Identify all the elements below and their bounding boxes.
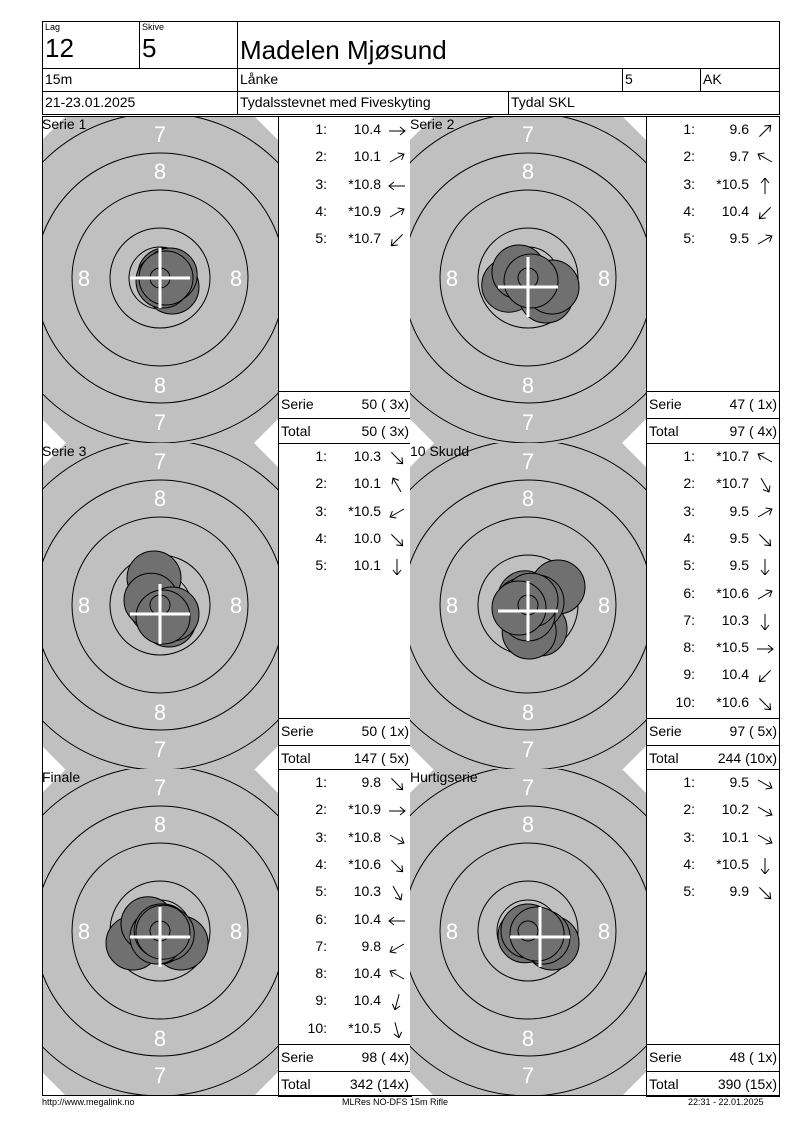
shot-number: 7:	[315, 937, 327, 954]
target-svg	[410, 769, 646, 1096]
sum-value: 47 ( 1x)	[729, 396, 777, 412]
shot-row	[647, 581, 779, 608]
shot-score: 10.1	[353, 148, 381, 165]
ring-label	[522, 443, 534, 444]
shot-list	[646, 116, 780, 444]
ring-label: 7	[521, 1063, 535, 1088]
ring-label: 7	[521, 775, 535, 800]
series-sum-row	[647, 718, 779, 744]
shot-row	[647, 144, 779, 171]
shot-number: 5:	[315, 883, 327, 900]
shot-direction-arrow-icon	[755, 559, 775, 575]
shot-score: 10.4	[721, 202, 749, 219]
shot-number: 1:	[683, 448, 695, 464]
shot-score: 9.6	[729, 121, 749, 137]
shot-score: 10.3	[353, 883, 381, 900]
shot-number: 10:	[307, 1019, 327, 1036]
shot-number: 6:	[683, 584, 695, 601]
class-num-cell	[622, 68, 701, 92]
shot-number: 5:	[315, 557, 327, 574]
shot-number: 6:	[315, 910, 327, 927]
shot-number: 3:	[315, 502, 327, 519]
shot-row	[279, 199, 411, 226]
shot-row	[647, 117, 779, 144]
shot-direction-arrow-icon	[755, 587, 775, 603]
class-code-cell	[700, 68, 780, 92]
sum-label: Serie	[281, 723, 314, 739]
shot-row	[279, 770, 411, 797]
shot-number: 2:	[683, 801, 695, 818]
shot-direction-arrow-icon	[755, 696, 775, 712]
shot-number: 2:	[315, 148, 327, 165]
club: Lånke	[240, 71, 279, 87]
sum-value: 50 ( 3x)	[361, 396, 409, 412]
footer-timestamp: 22:31 - 22.01.2025	[688, 1097, 764, 1107]
shot-score: 9.9	[729, 883, 749, 900]
ring-label: 7	[521, 410, 535, 435]
distance: 15m	[45, 71, 73, 87]
panel-title: 10 Skudd	[410, 443, 470, 459]
total-sum-row	[647, 1071, 779, 1097]
shot-row	[647, 690, 779, 717]
target-svg	[42, 116, 278, 443]
shot-row	[647, 226, 779, 253]
footer-software: MLRes NO-DFS 15m Rifle	[342, 1097, 449, 1107]
shot-list	[646, 443, 780, 771]
series-sum-row	[647, 391, 779, 417]
shot-score: *10.5	[348, 1019, 381, 1036]
lag-label: Lag	[45, 22, 61, 32]
ring-label	[522, 769, 534, 770]
shot-number: 3:	[315, 175, 327, 192]
shot-direction-arrow-icon	[755, 178, 775, 194]
sum-value: 50 ( 3x)	[361, 423, 409, 439]
ring-label: 8	[153, 373, 167, 398]
sum-value: 147 ( 5x)	[353, 750, 409, 766]
ring-label: 8	[229, 266, 243, 291]
shot-row	[279, 471, 411, 498]
ring-label: 8	[153, 700, 167, 725]
shot-number: 7:	[683, 611, 695, 628]
shot-list	[278, 443, 412, 771]
shot-score: *10.5	[716, 175, 749, 192]
shot-direction-arrow-icon	[755, 614, 775, 630]
shot-score: *10.7	[716, 448, 749, 464]
shot-direction-arrow-icon	[755, 532, 775, 548]
total-sum-row	[647, 418, 779, 444]
shot-score: *10.5	[716, 639, 749, 656]
shot-number: 4:	[315, 529, 327, 546]
shot-direction-arrow-icon	[387, 123, 407, 139]
shot-number: 2:	[315, 475, 327, 492]
shot-direction-arrow-icon	[755, 858, 775, 874]
sum-label: Total	[649, 423, 679, 439]
sum-value: 48 ( 1x)	[729, 1049, 777, 1065]
shot-row	[279, 934, 411, 961]
shot-score: *10.6	[348, 855, 381, 872]
shot-score: 10.1	[353, 475, 381, 492]
shot-row	[279, 961, 411, 988]
shot-row	[279, 553, 411, 580]
shot-row	[279, 1016, 411, 1043]
ring-label: 8	[597, 919, 611, 944]
shot-direction-arrow-icon	[387, 232, 407, 248]
host-club: Tydal SKL	[511, 94, 575, 110]
shot-direction-arrow-icon	[755, 505, 775, 521]
ring-label: 8	[521, 373, 535, 398]
shot-direction-arrow-icon	[755, 776, 775, 792]
shot-number: 1:	[315, 774, 327, 790]
shot-number: 3:	[683, 175, 695, 192]
shot-score: *10.6	[716, 693, 749, 710]
shot-row	[279, 144, 411, 171]
target-svg	[410, 443, 646, 770]
panel-title: Serie 1	[42, 116, 87, 132]
target-svg	[42, 443, 278, 770]
ring-label: 7	[153, 122, 167, 147]
event-name: Tydalsstevnet med Fiveskyting	[240, 94, 431, 110]
shot-score: *10.8	[348, 175, 381, 192]
shot-number: 5:	[315, 230, 327, 247]
sum-value: 50 ( 1x)	[361, 723, 409, 739]
shot-score: 9.5	[729, 557, 749, 574]
shot-number: 2:	[315, 801, 327, 818]
shot-row	[279, 852, 411, 879]
event-cell	[237, 91, 509, 115]
sum-value: 390 (15x)	[717, 1076, 777, 1092]
club-cell	[237, 68, 623, 92]
shot-hole	[136, 905, 190, 959]
ring-label: 8	[77, 593, 91, 618]
shot-number: 1:	[683, 121, 695, 137]
shot-row	[647, 770, 779, 797]
shot-number: 4:	[315, 855, 327, 872]
target-svg	[410, 116, 646, 443]
shot-row	[647, 499, 779, 526]
ring-label: 8	[153, 159, 167, 184]
shot-row	[279, 526, 411, 553]
shot-direction-arrow-icon	[387, 477, 407, 493]
shot-row	[647, 635, 779, 662]
sum-label: Serie	[649, 723, 682, 739]
sum-value: 98 ( 4x)	[361, 1049, 409, 1065]
shot-direction-arrow-icon	[755, 641, 775, 657]
shot-direction-arrow-icon	[387, 913, 407, 929]
shot-row	[647, 797, 779, 824]
target-svg	[42, 769, 278, 1096]
sum-label: Total	[649, 1076, 679, 1092]
shot-direction-arrow-icon	[755, 205, 775, 221]
series-sum-row	[647, 1044, 779, 1070]
ring-label	[522, 116, 534, 117]
shot-list	[278, 769, 412, 1097]
ring-label: 8	[445, 266, 459, 291]
shot-score: *10.5	[348, 502, 381, 519]
shot-direction-arrow-icon	[387, 803, 407, 819]
shot-direction-arrow-icon	[755, 477, 775, 493]
shot-number: 9:	[683, 666, 695, 683]
shot-row	[279, 226, 411, 253]
lag-value: 12	[45, 33, 74, 63]
shot-row	[279, 499, 411, 526]
shot-direction-arrow-icon	[755, 668, 775, 684]
ring-label	[154, 769, 166, 770]
shot-number: 3:	[315, 828, 327, 845]
shot-score: 9.8	[361, 937, 381, 954]
panel-title: Serie 3	[42, 443, 87, 459]
shot-direction-arrow-icon	[755, 150, 775, 166]
ring-label: 7	[153, 1063, 167, 1088]
shot-score: 10.2	[721, 801, 749, 818]
ring-label: 8	[77, 266, 91, 291]
shot-score: 10.1	[353, 557, 381, 574]
shooter-name: Madelen Mjøsund	[240, 35, 447, 65]
target-panel	[42, 443, 278, 770]
total-sum-row	[279, 1071, 411, 1097]
date-cell	[42, 91, 238, 115]
shot-row	[647, 553, 779, 580]
ring-label: 8	[153, 812, 167, 837]
sum-label: Serie	[649, 396, 682, 412]
shot-score: 9.5	[729, 774, 749, 790]
ring-label: 8	[521, 159, 535, 184]
host-cell	[508, 91, 780, 115]
ring-label: 7	[521, 122, 535, 147]
ring-label: 7	[153, 410, 167, 435]
footer-url[interactable]: http://www.megalink.no	[42, 1097, 135, 1107]
shot-number: 5:	[683, 883, 695, 900]
ring-label: 8	[521, 812, 535, 837]
shot-score: 10.4	[353, 965, 381, 982]
shot-score: 10.3	[721, 611, 749, 628]
class-num: 5	[625, 71, 633, 87]
shot-number: 8:	[683, 639, 695, 656]
shot-score: 10.3	[353, 448, 381, 464]
ring-label	[154, 443, 166, 444]
shot-row	[647, 879, 779, 906]
shooter-name-cell	[237, 21, 780, 69]
ring-label: 8	[521, 1026, 535, 1051]
shot-direction-arrow-icon	[387, 858, 407, 874]
shot-direction-arrow-icon	[387, 831, 407, 847]
shot-row	[279, 988, 411, 1015]
shot-direction-arrow-icon	[387, 967, 407, 983]
ring-label	[154, 1093, 166, 1096]
shot-score: 9.7	[729, 148, 749, 165]
shot-number: 5:	[683, 230, 695, 247]
shot-direction-arrow-icon	[755, 123, 775, 139]
ring-label: 8	[153, 486, 167, 511]
shot-score: *10.9	[348, 801, 381, 818]
shot-row	[279, 172, 411, 199]
shot-number: 4:	[683, 529, 695, 546]
shot-number: 10:	[675, 693, 695, 710]
sum-value: 342 (14x)	[349, 1076, 409, 1092]
shot-score: 10.4	[721, 666, 749, 683]
shot-row	[647, 662, 779, 689]
shot-row	[279, 797, 411, 824]
shot-score: 10.0	[353, 529, 381, 546]
shot-direction-arrow-icon	[387, 1022, 407, 1038]
shot-number: 4:	[683, 855, 695, 872]
shot-row	[647, 526, 779, 553]
shot-number: 1:	[315, 121, 327, 137]
shot-number: 8:	[315, 965, 327, 982]
lag-cell	[42, 21, 140, 69]
shot-score: *10.5	[716, 855, 749, 872]
sum-label: Total	[281, 1076, 311, 1092]
skive-label: Skive	[142, 22, 165, 32]
ring-label	[522, 1093, 534, 1096]
ring-label: 7	[521, 737, 535, 762]
shot-direction-arrow-icon	[755, 232, 775, 248]
shot-row	[647, 444, 779, 471]
shot-row	[647, 172, 779, 199]
shot-number: 4:	[315, 202, 327, 219]
sum-label: Total	[281, 750, 311, 766]
ring-label: 7	[153, 737, 167, 762]
shot-row	[279, 907, 411, 934]
sum-label: Total	[649, 750, 679, 766]
shot-direction-arrow-icon	[387, 178, 407, 194]
shot-score: *10.6	[716, 584, 749, 601]
shot-row	[647, 608, 779, 635]
shot-number: 9:	[315, 992, 327, 1009]
shot-list	[278, 116, 412, 444]
series-sum-row	[279, 718, 411, 744]
panel-title: Finale	[42, 769, 81, 785]
shot-row	[647, 199, 779, 226]
shot-score: 10.4	[353, 121, 381, 137]
ring-label: 8	[153, 1026, 167, 1051]
target-panel	[42, 116, 278, 443]
ring-label: 8	[445, 593, 459, 618]
date: 21-23.01.2025	[45, 94, 136, 110]
shot-list	[646, 769, 780, 1097]
shot-direction-arrow-icon	[755, 450, 775, 466]
shot-direction-arrow-icon	[387, 559, 407, 575]
shot-score: *10.7	[716, 475, 749, 492]
ring-label: 8	[229, 593, 243, 618]
shot-number: 2:	[683, 148, 695, 165]
sum-value: 244 (10x)	[717, 750, 777, 766]
shot-direction-arrow-icon	[387, 532, 407, 548]
shot-row	[279, 117, 411, 144]
shot-number: 1:	[315, 448, 327, 464]
shot-direction-arrow-icon	[387, 450, 407, 466]
shot-row	[279, 879, 411, 906]
total-sum-row	[647, 745, 779, 771]
ring-label	[154, 116, 166, 117]
ring-label: 8	[229, 919, 243, 944]
shot-row	[279, 825, 411, 852]
ring-label: 8	[521, 486, 535, 511]
shot-direction-arrow-icon	[387, 994, 407, 1010]
shot-row	[647, 852, 779, 879]
sum-value: 97 ( 4x)	[729, 423, 777, 439]
shot-hole	[136, 590, 190, 644]
target-panel	[410, 443, 646, 770]
shot-score: 10.1	[721, 828, 749, 845]
shot-score: *10.7	[348, 230, 381, 247]
shot-direction-arrow-icon	[387, 940, 407, 956]
shot-direction-arrow-icon	[755, 803, 775, 819]
shot-hole	[504, 254, 558, 308]
sum-label: Serie	[649, 1049, 682, 1065]
distance-cell	[42, 68, 238, 92]
sum-label: Total	[281, 423, 311, 439]
sum-label: Serie	[281, 1049, 314, 1065]
shot-score: 10.4	[353, 992, 381, 1009]
series-sum-row	[279, 1044, 411, 1070]
ring-label: 8	[597, 593, 611, 618]
shot-score: *10.9	[348, 202, 381, 219]
shot-number: 2:	[683, 475, 695, 492]
shot-number: 5:	[683, 557, 695, 574]
ring-label: 8	[521, 700, 535, 725]
shot-number: 4:	[683, 202, 695, 219]
ring-label: 8	[445, 919, 459, 944]
class-code: AK	[703, 71, 722, 87]
shot-score: *10.8	[348, 828, 381, 845]
shot-number: 3:	[683, 828, 695, 845]
target-panel	[42, 769, 278, 1096]
shot-direction-arrow-icon	[387, 776, 407, 792]
sum-label: Serie	[281, 396, 314, 412]
ring-label: 7	[153, 775, 167, 800]
ring-label: 8	[77, 919, 91, 944]
shot-row	[647, 471, 779, 498]
skive-value: 5	[142, 33, 157, 63]
shot-score: 10.4	[353, 910, 381, 927]
shot-direction-arrow-icon	[387, 150, 407, 166]
shot-score: 9.5	[729, 502, 749, 519]
target-panel	[410, 116, 646, 443]
shot-direction-arrow-icon	[755, 831, 775, 847]
shot-score: 9.5	[729, 230, 749, 247]
ring-label: 8	[597, 266, 611, 291]
shot-direction-arrow-icon	[387, 505, 407, 521]
shot-direction-arrow-icon	[387, 885, 407, 901]
shot-number: 1:	[683, 774, 695, 790]
shot-direction-arrow-icon	[755, 885, 775, 901]
ring-label: 7	[153, 449, 167, 474]
panel-title: Hurtigserie	[410, 769, 478, 785]
shot-score: 9.5	[729, 529, 749, 546]
total-sum-row	[279, 745, 411, 771]
skive-cell	[139, 21, 238, 69]
target-panel	[410, 769, 646, 1096]
series-sum-row	[279, 391, 411, 417]
shot-score: 9.8	[361, 774, 381, 790]
sum-value: 97 ( 5x)	[729, 723, 777, 739]
panel-title: Serie 2	[410, 116, 455, 132]
shot-number: 3:	[683, 502, 695, 519]
ring-label: 7	[521, 449, 535, 474]
shot-row	[647, 825, 779, 852]
total-sum-row	[279, 418, 411, 444]
shot-direction-arrow-icon	[387, 205, 407, 221]
shot-row	[279, 444, 411, 471]
